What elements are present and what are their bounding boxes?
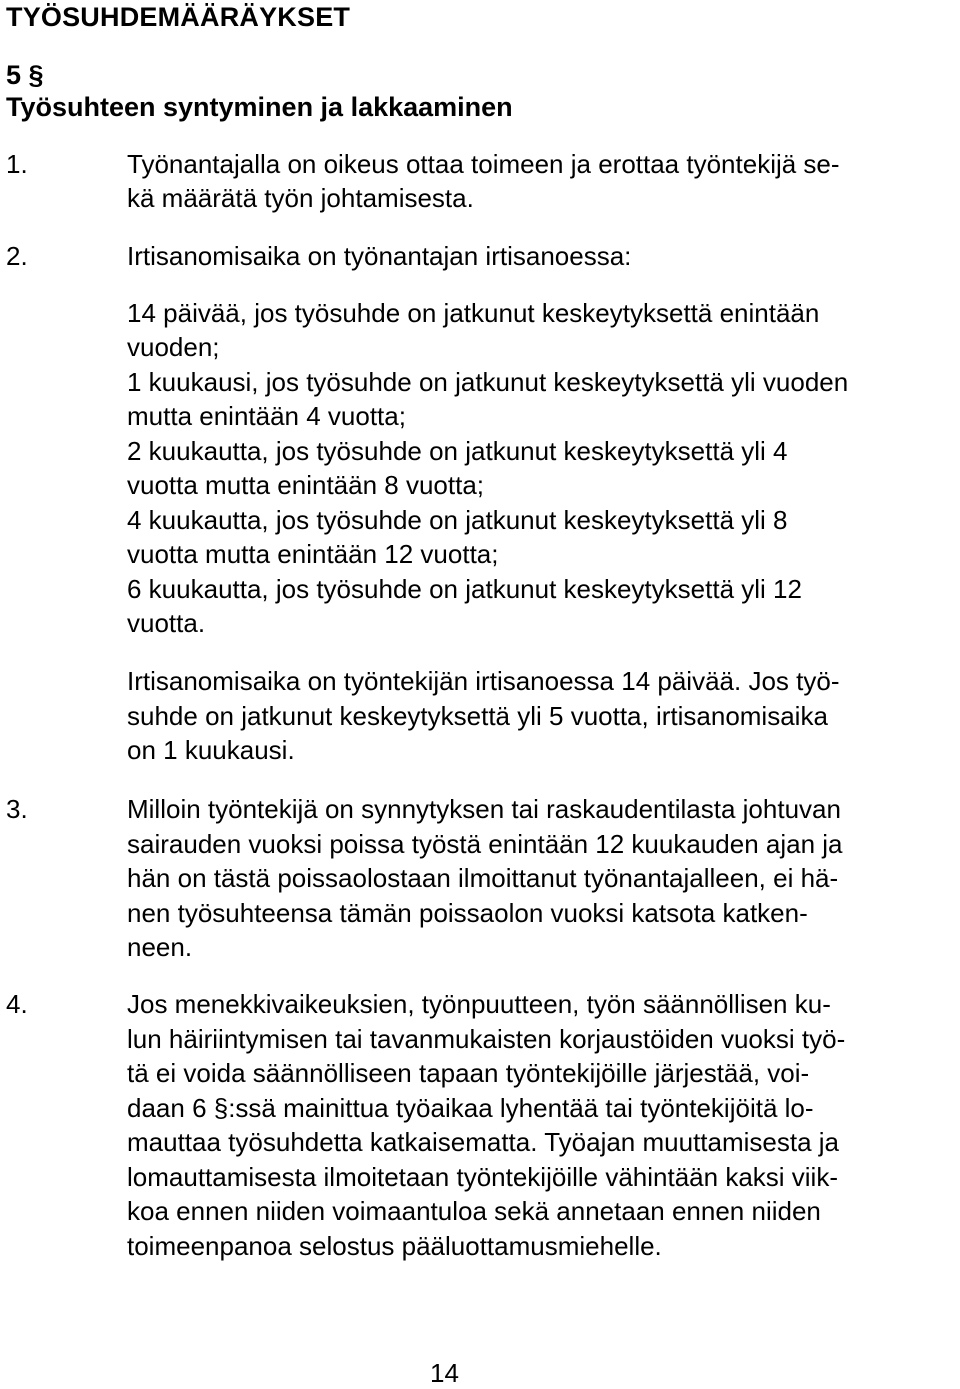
paragraph-line: neen. [127,932,193,962]
paragraph-line: Milloin työntekijä on synnytyksen tai raskaudentilasta johtuvan [127,794,841,824]
notice-period-line: 6 kuukautta, jos työsuhde on jatkunut keskeytyksettä yli 12 [127,574,802,604]
notice-period-line: vuotta mutta enintään 12 vuotta; [127,539,499,569]
section-title: Työsuhteen syntyminen ja lakkaaminen [6,92,513,122]
document-heading: TYÖSUHDEMÄÄRÄYKSET [6,2,351,32]
section-number: 5 § [6,60,44,90]
employee-notice-line: suhde on jatkunut keskeytyksettä yli 5 vuotta, irtisanomisaika [127,701,828,731]
paragraph-line: daan 6 §:ssä mainittua työaikaa lyhentää tai työntekijöitä lo- [127,1093,814,1123]
notice-period-line: vuoden; [127,332,220,362]
paragraph-line: Irtisanomisaika on työnantajan irtisanoessa: [127,241,632,271]
notice-period-line: vuotta. [127,608,206,638]
notice-period-line: mutta enintään 4 vuotta; [127,401,406,431]
paragraph-line: hän on tästä poissaolostaan ilmoittanut työnantajalleen, ei hä- [127,863,839,893]
notice-period-line: 2 kuukautta, jos työsuhde on jatkunut keskeytyksettä yli 4 [127,436,788,466]
notice-period-line: vuotta mutta enintään 8 vuotta; [127,470,485,500]
page-number: 14 [430,1358,459,1388]
item-number: 1. [6,149,28,179]
paragraph-line: tä ei voida säännölliseen tapaan työntekijöille järjestää, voi- [127,1058,810,1088]
paragraph-line: Työnantajalla on oikeus ottaa toimeen ja erottaa työntekijä se- [127,149,840,179]
paragraph-line: nen työsuhteensa tämän poissaolon vuoksi katsota katken- [127,898,808,928]
item-number: 2. [6,241,28,271]
paragraph-line: kä määrätä työn johtamisesta. [127,183,474,213]
notice-period-line: 14 päivää, jos työsuhde on jatkunut keskeytyksettä enintään [127,298,820,328]
paragraph-line: koa ennen niiden voimaantuloa sekä annetaan ennen niiden [127,1196,821,1226]
paragraph-line: mauttaa työsuhdetta katkaisematta. Työajan muuttamisesta ja [127,1127,840,1157]
paragraph-line: toimeenpanoa selostus pääluottamusmiehelle. [127,1231,662,1261]
paragraph-line: lun häiriintymisen tai tavanmukaisten korjaustöiden vuoksi työ- [127,1024,846,1054]
employee-notice-line: on 1 kuukausi. [127,735,295,765]
item-number: 3. [6,794,28,824]
notice-period-line: 4 kuukautta, jos työsuhde on jatkunut keskeytyksettä yli 8 [127,505,788,535]
paragraph-line: sairauden vuoksi poissa työstä enintään 12 kuukauden ajan ja [127,829,843,859]
item-number: 4. [6,989,28,1019]
notice-period-line: 1 kuukausi, jos työsuhde on jatkunut keskeytyksettä yli vuoden [127,367,849,397]
paragraph-line: lomauttamisesta ilmoitetaan työntekijöille vähintään kaksi viik- [127,1162,838,1192]
employee-notice-line: Irtisanomisaika on työntekijän irtisanoessa 14 päivää. Jos työ- [127,666,840,696]
paragraph-line: Jos menekkivaikeuksien, työnpuutteen, työn säännöllisen ku- [127,989,831,1019]
